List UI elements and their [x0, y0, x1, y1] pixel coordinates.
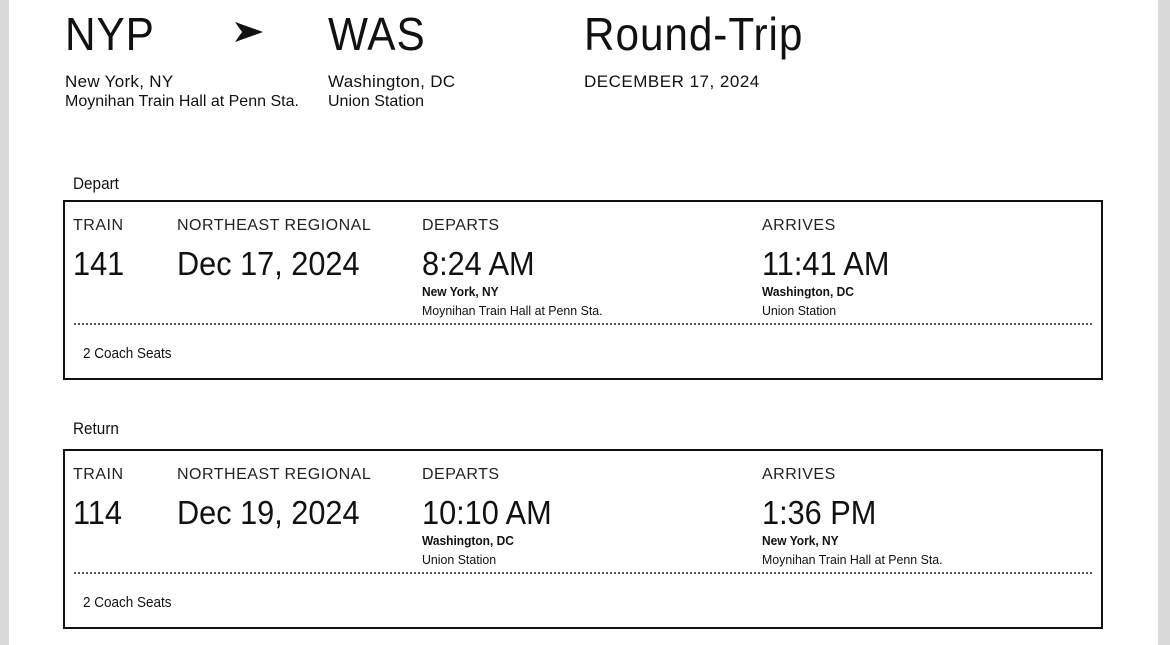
ticket-page — [9, 0, 1158, 645]
arrive-station: Moynihan Train Hall at Penn Sta. — [762, 552, 943, 567]
travel-date: Dec 17, 2024 — [177, 245, 360, 282]
arrives-column-header: ARRIVES — [762, 217, 836, 234]
arrive-city: Washington, DC — [762, 284, 854, 299]
train-number: 141 — [73, 245, 125, 282]
trip-type: Round-Trip — [584, 8, 804, 60]
service-column-header: NORTHEAST REGIONAL — [177, 217, 372, 234]
origin-station: Moynihan Train Hall at Penn Sta. — [65, 93, 299, 110]
return-section-label: Return — [73, 419, 119, 438]
seat-info: 2 Coach Seats — [83, 594, 172, 611]
dotted-divider — [74, 572, 1092, 574]
depart-station: Moynihan Train Hall at Penn Sta. — [422, 303, 603, 318]
travel-date: Dec 19, 2024 — [177, 494, 360, 531]
depart-segment — [63, 200, 1103, 380]
train-column-header: TRAIN — [73, 217, 124, 234]
depart-time: 10:10 AM — [422, 494, 552, 531]
arrive-city: New York, NY — [762, 533, 839, 548]
origin-city: New York, NY — [65, 72, 174, 91]
dotted-divider — [74, 323, 1092, 325]
depart-station: Union Station — [422, 552, 497, 567]
return-segment — [63, 449, 1103, 629]
train-number: 114 — [73, 494, 122, 531]
departs-column-header: DEPARTS — [422, 466, 500, 483]
depart-city: Washington, DC — [422, 533, 514, 548]
destination-city: Washington, DC — [328, 72, 456, 91]
origin-code: NYP — [65, 8, 155, 60]
depart-section-label: Depart — [73, 174, 119, 193]
depart-city: New York, NY — [422, 284, 499, 299]
seat-info: 2 Coach Seats — [83, 345, 172, 362]
destination-station: Union Station — [328, 93, 425, 110]
train-column-header: TRAIN — [73, 466, 124, 483]
departs-column-header: DEPARTS — [422, 217, 500, 234]
arrives-column-header: ARRIVES — [762, 466, 836, 483]
destination-code: WAS — [328, 8, 426, 60]
arrive-time: 11:41 AM — [762, 245, 890, 282]
depart-time: 8:24 AM — [422, 245, 535, 282]
arrive-time: 1:36 PM — [762, 494, 877, 531]
service-column-header: NORTHEAST REGIONAL — [177, 466, 372, 483]
trip-date: DECEMBER 17, 2024 — [584, 72, 760, 91]
arrow-right-icon — [234, 21, 264, 48]
arrive-station: Union Station — [762, 303, 837, 318]
